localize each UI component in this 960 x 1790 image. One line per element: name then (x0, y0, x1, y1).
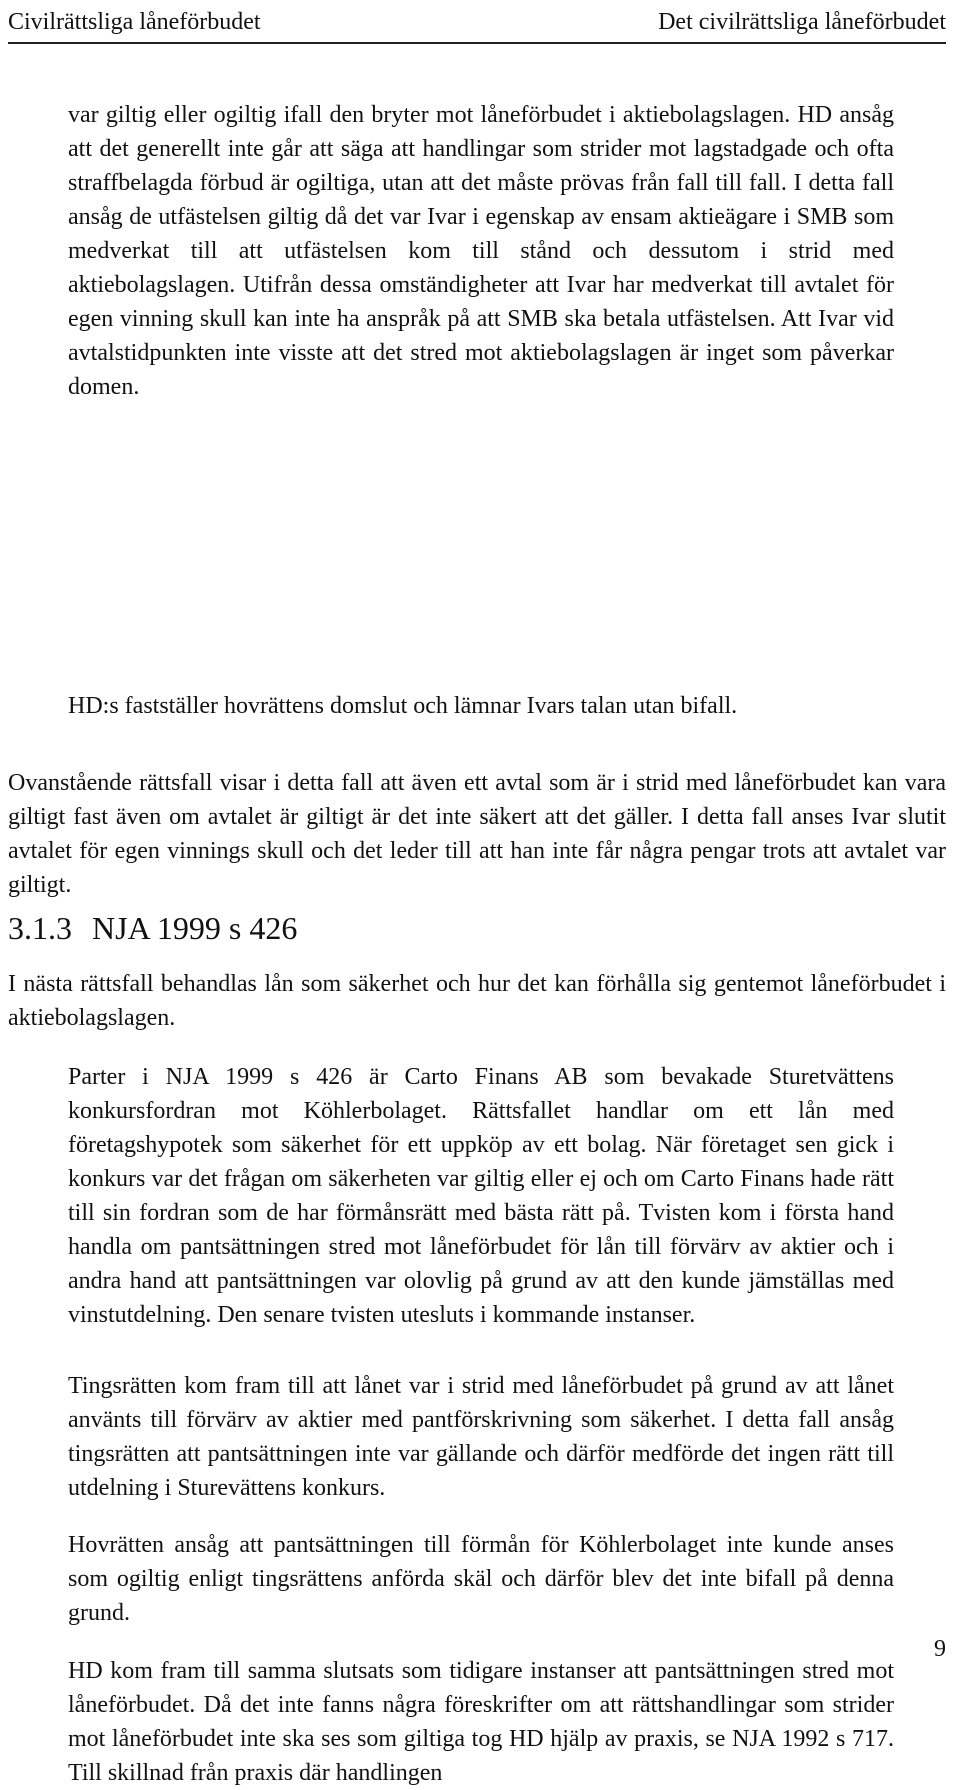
running-header (8, 2, 946, 44)
paragraph-commentary: Ovanstående rättsfall visar i detta fall att även ett avtal som är i strid med låneförbudet kan vara giltigt fast även om avtalet är giltigt är det inte säkert att det gäller. I detta fall anses Ivar slutit avtalet för egen vinnings skull och det leder till att han inte får några pengar trots att avtalet var giltigt. (8, 770, 946, 898)
page-number: 9 (934, 1636, 946, 1662)
section-title: NJA 1999 s 426 (92, 910, 298, 946)
paragraph-hd: HD kom fram till samma slutsats som tidigare instanser att pantsättningen stred mot låneförbudet. Då det inte fanns några föreskrifter om att rättshandlingar som strider mot låneförbudet inte ska ses som giltiga tog HD hjälp av praxis, se NJA 1992 s 717. Till skillnad från praxis där handlingen (68, 1658, 894, 1786)
header-right-title: Det civilrättsliga låneförbudet (658, 8, 946, 35)
paragraph-case-continued: var giltig eller ogiltig ifall den bryter mot låneförbudet i aktiebolagslagen. HD ansåg att det generellt inte går att säga att handlingar som strider mot lagstadgade och ofta straffbelagda förbud är ogiltiga, utan att det måste prövas från fall till fall. I detta fall ansåg de utfästelsen giltig då det var Ivar i egenskap av ensam aktieägare i SMB som medverkat till att utfästelsen kom till stånd och dessutom i strid med aktiebolagslagen. Utifrån dessa omständigheter att Ivar har medverkat till avtalet för egen vinning skull kan inte ha anspråk på att SMB ska betala utfästelsen. Att Ivar vid avtalstidpunkten inte visste att det stred mot aktiebolagslagen är inget som påverkar domen. (68, 102, 894, 400)
paragraph-tingsratten: Tingsrätten kom fram till att lånet var i strid med låneförbudet på grund av att lånet använts till förvärv av aktier med pantförskrivning som säkerhet. I detta fall ansåg tingsrätten att pantsättningen inte var gällande och därför medförde det ingen rätt till utdelning i Sturevättens konkurs. (68, 1373, 894, 1501)
header-left-title: Civilrättsliga låneförbudet (8, 8, 261, 35)
paragraph-hovratten: Hovrätten ansåg att pantsättningen till förmån för Köhlerbolaget inte kunde anses som ogiltig enligt tingsrättens anförda skäl och därför blev det inte bifall på denna grund. (68, 1532, 894, 1626)
paragraph-hd-conclusion: HD:s fastställer hovrättens domslut och lämnar Ivars talan utan bifall. (68, 693, 738, 719)
paragraph-parties: Parter i NJA 1999 s 426 är Carto Finans AB som bevakade Sturetvättens konkursfordran mot Köhlerbolaget. Rättsfallet handlar om ett lån med företagshypotek som säkerhet för ett uppköp av ett bolag. När företaget sen gick i konkurs var det frågan om säkerheten var giltig eller ej och om Carto Finans hade rätt till sin fordran som de har förmånsrätt med bästa rätt på. Tvisten kom i första hand handla om pantsättningen stred mot låneförbudet för lån till förvärv av aktier och i andra hand att pantsättningen var olovlig på grund av att den kunde jämställas med vinstutdelning. Den senare tvisten utesluts i kommande instanser. (68, 1064, 894, 1328)
paragraph-intro: I nästa rättsfall behandlas lån som säkerhet och hur det kan förhålla sig gentemot låneförbudet i aktiebolagslagen. (8, 971, 946, 1031)
section-number: 3.1.3 (8, 910, 72, 946)
section-heading (8, 908, 297, 948)
